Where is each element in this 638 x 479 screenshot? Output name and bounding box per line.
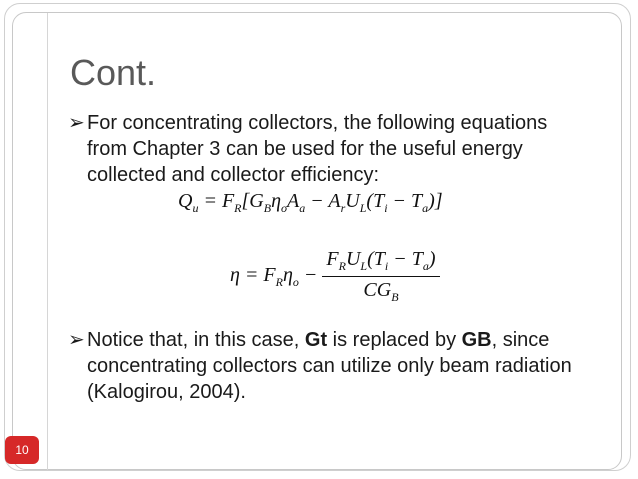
bullet-notice bbox=[70, 327, 590, 405]
arrow-bullet-icon: ➢ bbox=[68, 329, 85, 351]
bullet-text-part: is replaced by bbox=[327, 329, 462, 351]
equation-collector-efficiency: $\eta = F_R\eta_o$ − $\frac{F_RU_L(T_i - T_a)}{CG_B}$ bbox=[230, 248, 440, 305]
page-number-badge: 10 bbox=[5, 436, 39, 464]
bullet-text: For concentrating collectors, the following equations from Chapter 3 can be used for the useful energy collected and collector efficiency: bbox=[87, 112, 548, 186]
bullet-text-part: Notice that, in this case, bbox=[87, 329, 305, 351]
slide-title: Cont. bbox=[70, 52, 157, 93]
bold-gb: GB bbox=[461, 329, 492, 351]
bold-gt: Gt bbox=[304, 329, 328, 351]
equation-useful-energy: $Q_u = F_R[G_B\eta_oA_a - A_rU_L(T_i - T_a)]$ bbox=[178, 190, 443, 215]
left-divider-line bbox=[47, 13, 48, 470]
bullet-text bbox=[70, 327, 590, 405]
bullet-text-part: , since concentrating collectors can utilize only beam radiation (Kalogirou, 2004). bbox=[87, 329, 572, 403]
bullet-concentrating-collectors bbox=[70, 110, 590, 188]
arrow-bullet-icon: ➢ bbox=[68, 112, 85, 134]
